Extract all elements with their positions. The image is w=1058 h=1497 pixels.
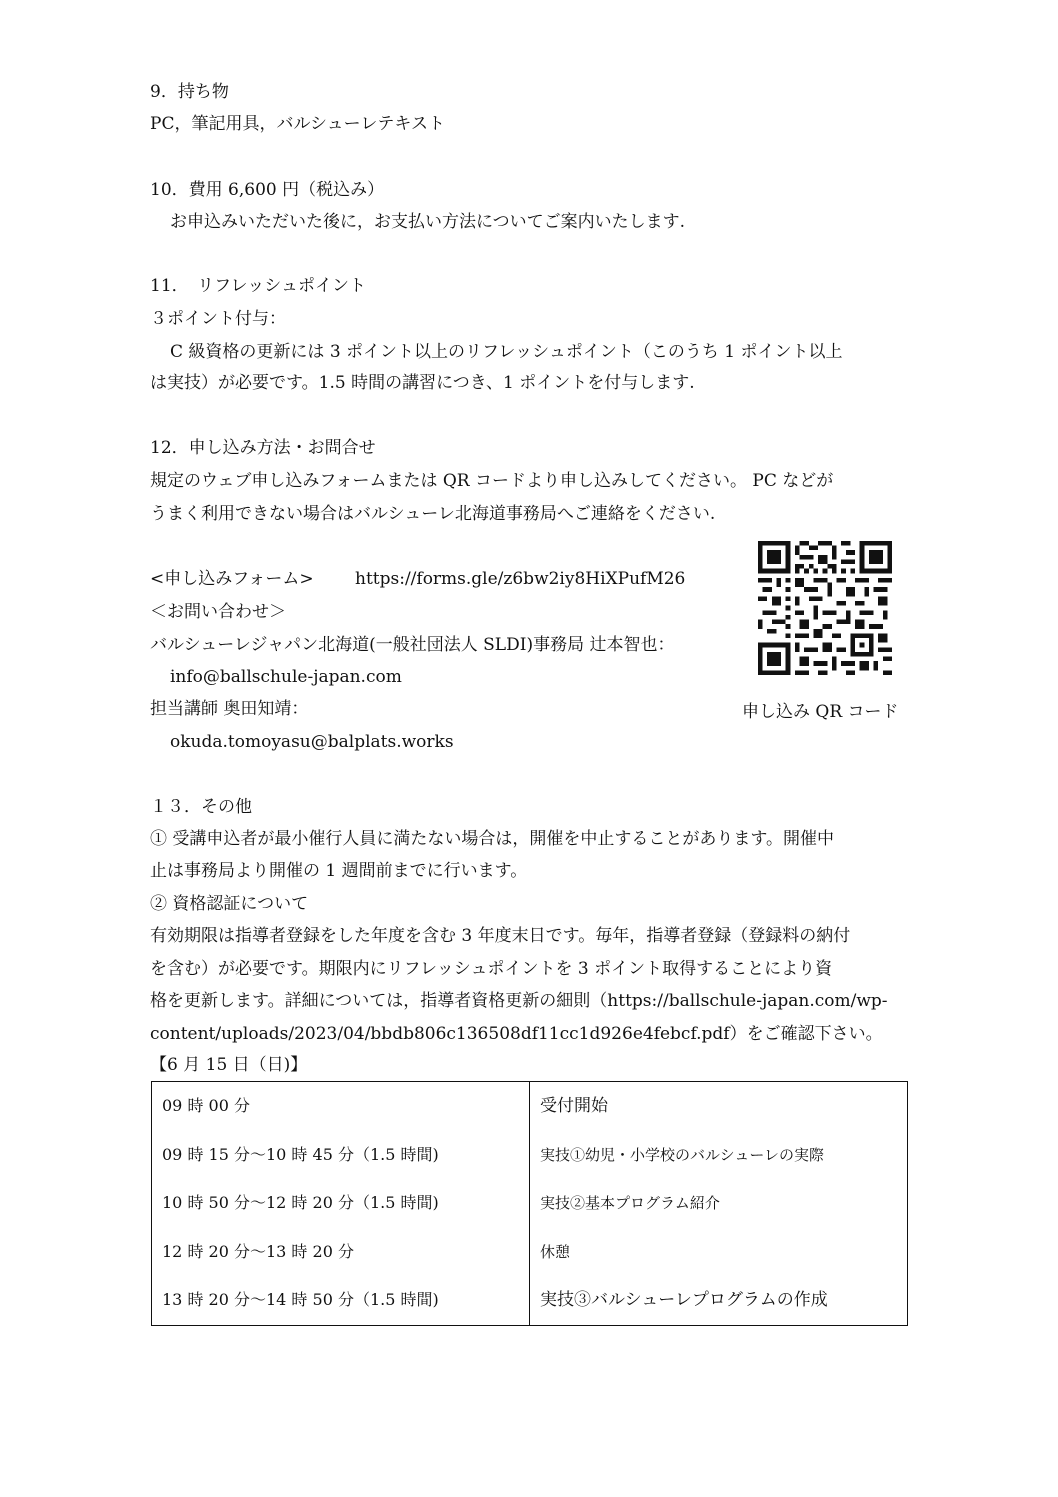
section-12-body-line2: うまく利用できない場合はバルシューレ北海道事務局へご連絡をください. bbox=[150, 504, 716, 524]
section-13-item2-line1: 有効期限は指導者登録をした年度を含む 3 年度末日です。毎年，指導者登録（登録料の納付 bbox=[150, 926, 851, 946]
section-12-body-line1: 規定のウェブ申し込みフォームまたは QR コードより申し込みしてください。 PC などが bbox=[150, 471, 834, 491]
schedule-activity: 実技②基本プログラム紹介 bbox=[540, 1194, 720, 1213]
section-13-item2-line4: content/uploads/2023/04/bbdb806c136508df11cc1d926e4febcf.pdf）をご確認下さい。 bbox=[150, 1024, 883, 1044]
qr-caption: 申し込み QR コード bbox=[742, 702, 899, 722]
section-13-item2-line3: 格を更新します。詳細については，指導者資格更新の細則（https://ballschule-japan.com/wp- bbox=[150, 991, 888, 1011]
table-row bbox=[152, 1228, 908, 1277]
schedule-table bbox=[151, 1081, 908, 1326]
schedule-activity: 実技③バルシューレプログラムの作成 bbox=[540, 1290, 828, 1311]
instructor-contact: 担当講師 奥田知靖： bbox=[150, 699, 309, 719]
qr-code-image[interactable] bbox=[758, 541, 892, 675]
schedule-activity: 実技①幼児・小学校のバルシューレの実際 bbox=[540, 1145, 825, 1164]
section-12-heading: 12．申し込み方法・お問合せ bbox=[150, 438, 376, 458]
section-13-item1-line1: ① 受講申込者が最小催行人員に満たない場合は，開催を中止することがあります。開催中 bbox=[150, 829, 835, 849]
form-url-link[interactable]: https://forms.gle/z6bw2iy8HiXPufM26 bbox=[355, 569, 686, 589]
office-contact: バルシューレジャパン北海道(一般社団法人 SLDI)事務局 辻本智也： bbox=[150, 635, 675, 655]
section-9-heading: 9．持ち物 bbox=[150, 82, 229, 102]
schedule-date-label: 【6 月 15 日（日)】 bbox=[150, 1055, 308, 1075]
section-13-heading: １３．その他 bbox=[150, 797, 252, 817]
schedule-time: 10 時 50 分～12 時 20 分（1.5 時間) bbox=[152, 1179, 530, 1228]
schedule-time: 13 時 20 分～14 時 50 分（1.5 時間) bbox=[152, 1276, 530, 1325]
section-13-item2-line2: を含む）が必要です。期限内にリフレッシュポイントを 3 ポイント取得することにより資 bbox=[150, 959, 833, 979]
table-row bbox=[152, 1082, 908, 1131]
table-row bbox=[152, 1179, 908, 1228]
section-11-body-line1: C 級資格の更新には 3 ポイント以上のリフレッシュポイント（このうち 1 ポイント以上 bbox=[170, 342, 843, 362]
section-13-item1-line2: 止は事務局より開催の 1 週間前までに行います。 bbox=[150, 861, 528, 881]
section-10-heading: 10．費用 6,600 円（税込み） bbox=[150, 180, 385, 200]
section-11-heading: 11． リフレッシュポイント bbox=[150, 276, 366, 296]
section-11-body-line2: は実技）が必要です。1.5 時間の講習につき、1 ポイントを付与します. bbox=[150, 373, 695, 393]
schedule-time: 09 時 15 分～10 時 45 分（1.5 時間) bbox=[152, 1131, 530, 1180]
table-row bbox=[152, 1131, 908, 1180]
table-row bbox=[152, 1276, 908, 1325]
schedule-activity: 休憩 bbox=[540, 1242, 571, 1261]
section-11-grant: ３ポイント付与： bbox=[150, 309, 286, 329]
section-9-body: PC，筆記用具，バルシューレテキスト bbox=[150, 114, 446, 134]
section-13-item2-heading: ② 資格認証について bbox=[150, 894, 309, 914]
section-10-body: お申込みいただいた後に，お支払い方法についてご案内いたします. bbox=[170, 212, 686, 232]
schedule-time: 09 時 00 分 bbox=[152, 1082, 530, 1131]
office-email-link[interactable]: info@ballschule-japan.com bbox=[170, 667, 402, 687]
form-label: <申し込みフォーム> bbox=[150, 569, 314, 589]
schedule-activity: 受付開始 bbox=[540, 1096, 608, 1116]
contact-label: ＜お問い合わせ＞ bbox=[150, 602, 286, 622]
instructor-email-link[interactable]: okuda.tomoyasu@balplats.works bbox=[170, 732, 454, 752]
schedule-time: 12 時 20 分～13 時 20 分 bbox=[152, 1228, 530, 1277]
